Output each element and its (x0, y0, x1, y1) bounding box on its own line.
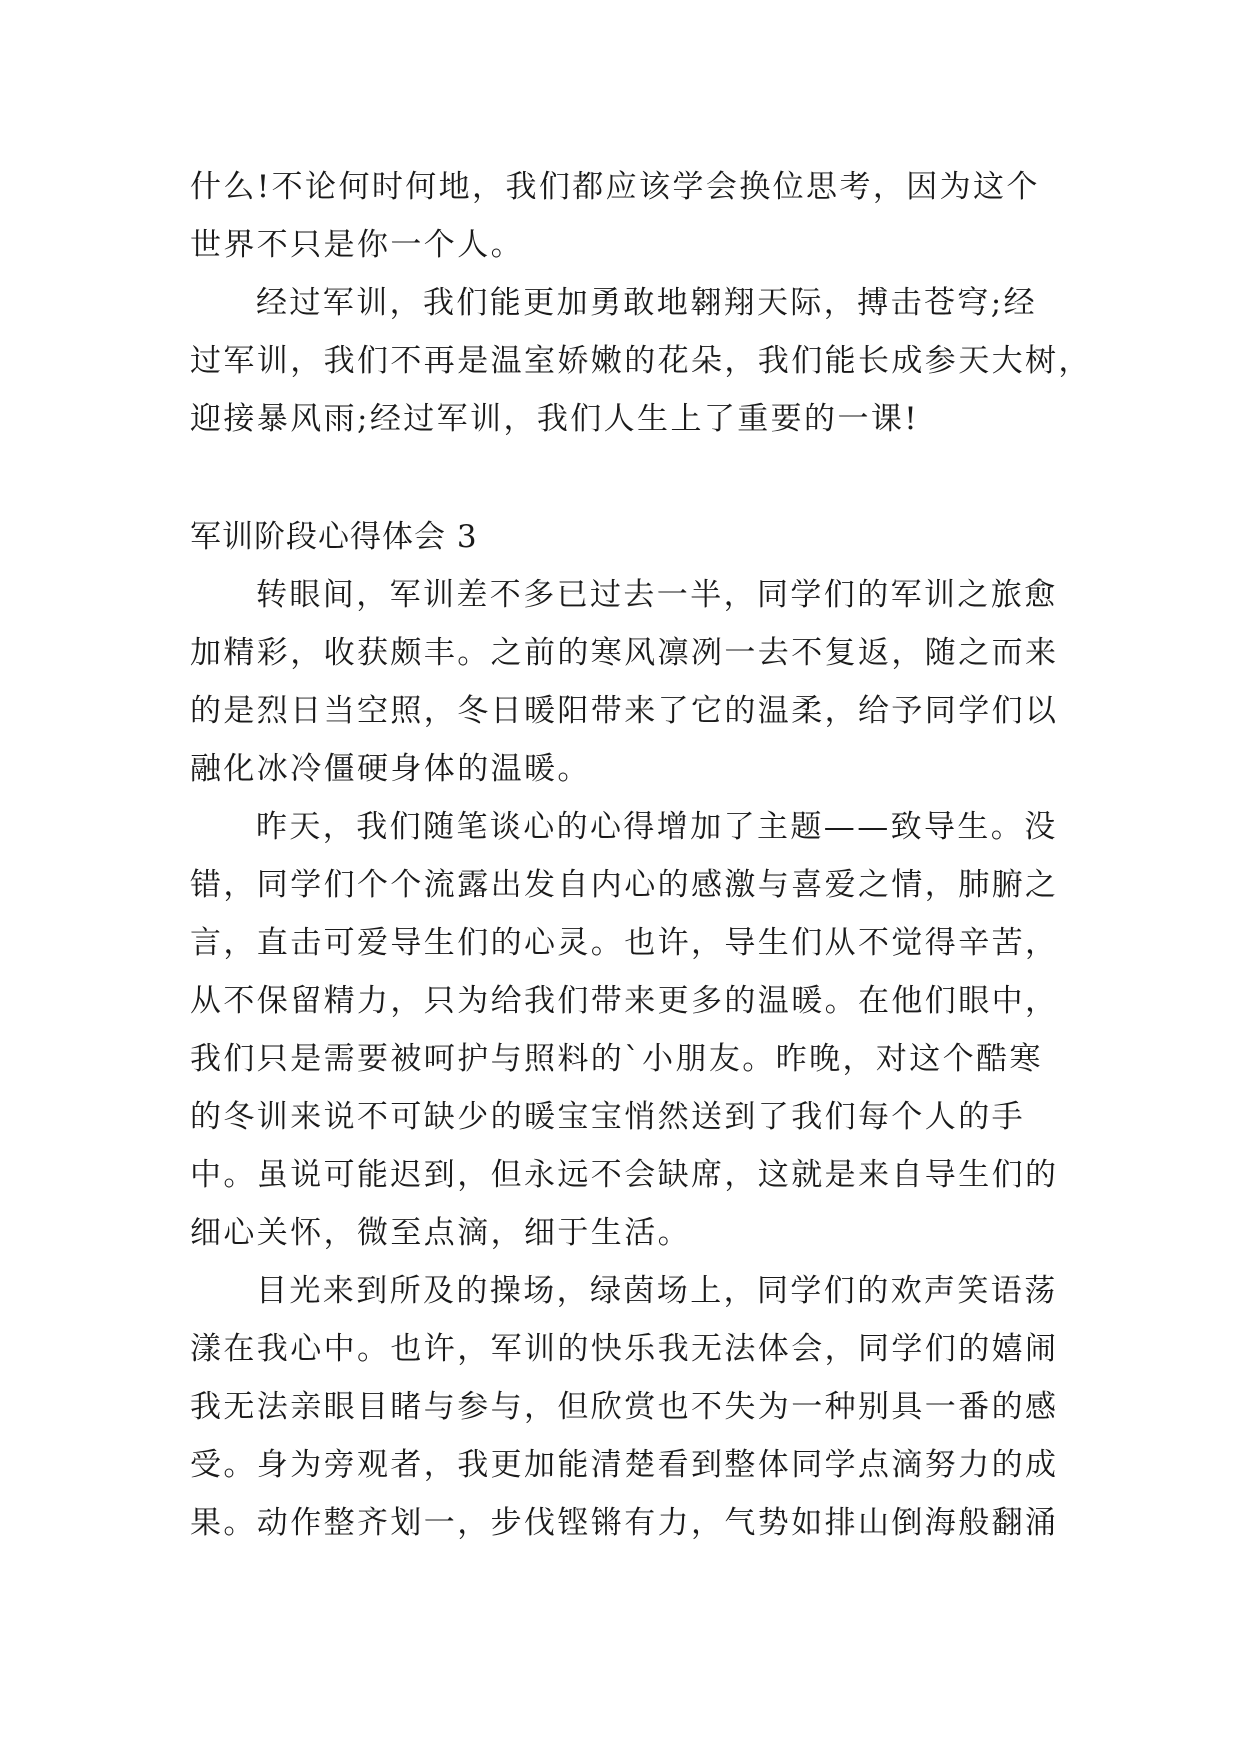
paragraph-line: 我们只是需要被呵护与照料的`小朋友。昨晚，对这个酷寒 (190, 1041, 1043, 1077)
paragraph-line: 加精彩，收获颇丰。之前的寒风凛冽一去不复返，随之而来 (190, 635, 1059, 671)
paragraph-line: 的冬训来说不可缺少的暖宝宝悄然送到了我们每个人的手 (190, 1099, 1025, 1135)
paragraph-line: 从不保留精力，只为给我们带来更多的温暖。在他们眼中， (190, 983, 1059, 1019)
paragraph-line: 错，同学们个个流露出发自内心的感激与喜爱之情，肺腑之 (190, 867, 1059, 903)
paragraph-line: 果。动作整齐划一，步伐铿锵有力，气势如排山倒海般翻涌 (190, 1505, 1059, 1541)
paragraph-5 (190, 1262, 1059, 1552)
paragraph-line: 目光来到所及的操场，绿茵场上，同学们的欢声笑语荡 (256, 1273, 1058, 1309)
paragraph-1 (190, 158, 1050, 274)
paragraph-line: 什么!不论何时何地，我们都应该学会换位思考，因为这个 (190, 169, 1040, 205)
paragraph-line: 世界不只是你一个人。 (190, 227, 524, 263)
paragraph-line: 漾在我心中。也许，军训的快乐我无法体会，同学们的嬉闹 (190, 1331, 1059, 1367)
paragraph-line: 迎接暴风雨;经过军训，我们人生上了重要的一课! (190, 401, 920, 437)
paragraph-line: 转眼间，军训差不多已过去一半，同学们的军训之旅愈 (256, 577, 1058, 613)
paragraph-line: 经过军训，我们能更加勇敢地翱翔天际，搏击苍穹;经 (256, 285, 1038, 321)
paragraph-line: 昨天，我们随笔谈心的心得增加了主题——致导生。没 (256, 809, 1058, 845)
paragraph-line: 融化冰冷僵硬身体的温暖。 (190, 751, 591, 787)
paragraph-line: 我无法亲眼目睹与参与，但欣赏也不失为一种别具一番的感 (190, 1389, 1059, 1425)
paragraph-line: 言，直击可爱导生们的心灵。也许，导生们从不觉得辛苦， (190, 925, 1059, 961)
paragraph-line: 细心关怀，微至点滴，细于生活。 (190, 1215, 691, 1251)
paragraph-line: 的是烈日当空照，冬日暖阳带来了它的温柔，给予同学们以 (190, 693, 1059, 729)
paragraph-line: 中。虽说可能迟到，但永远不会缺席，这就是来自导生们的 (190, 1157, 1059, 1193)
section-heading: 军训阶段心得体会 3 (190, 519, 478, 555)
paragraph-3 (190, 566, 1059, 798)
paragraph-line: 过军训，我们不再是温室娇嫩的花朵，我们能长成参天大树， (190, 343, 1092, 379)
paragraph-4 (190, 798, 1059, 1262)
paragraph-line: 受。身为旁观者，我更加能清楚看到整体同学点滴努力的成 (190, 1447, 1059, 1483)
document-body (190, 158, 1092, 1552)
paragraph-2 (190, 274, 1092, 448)
section-spacer (190, 448, 1050, 508)
